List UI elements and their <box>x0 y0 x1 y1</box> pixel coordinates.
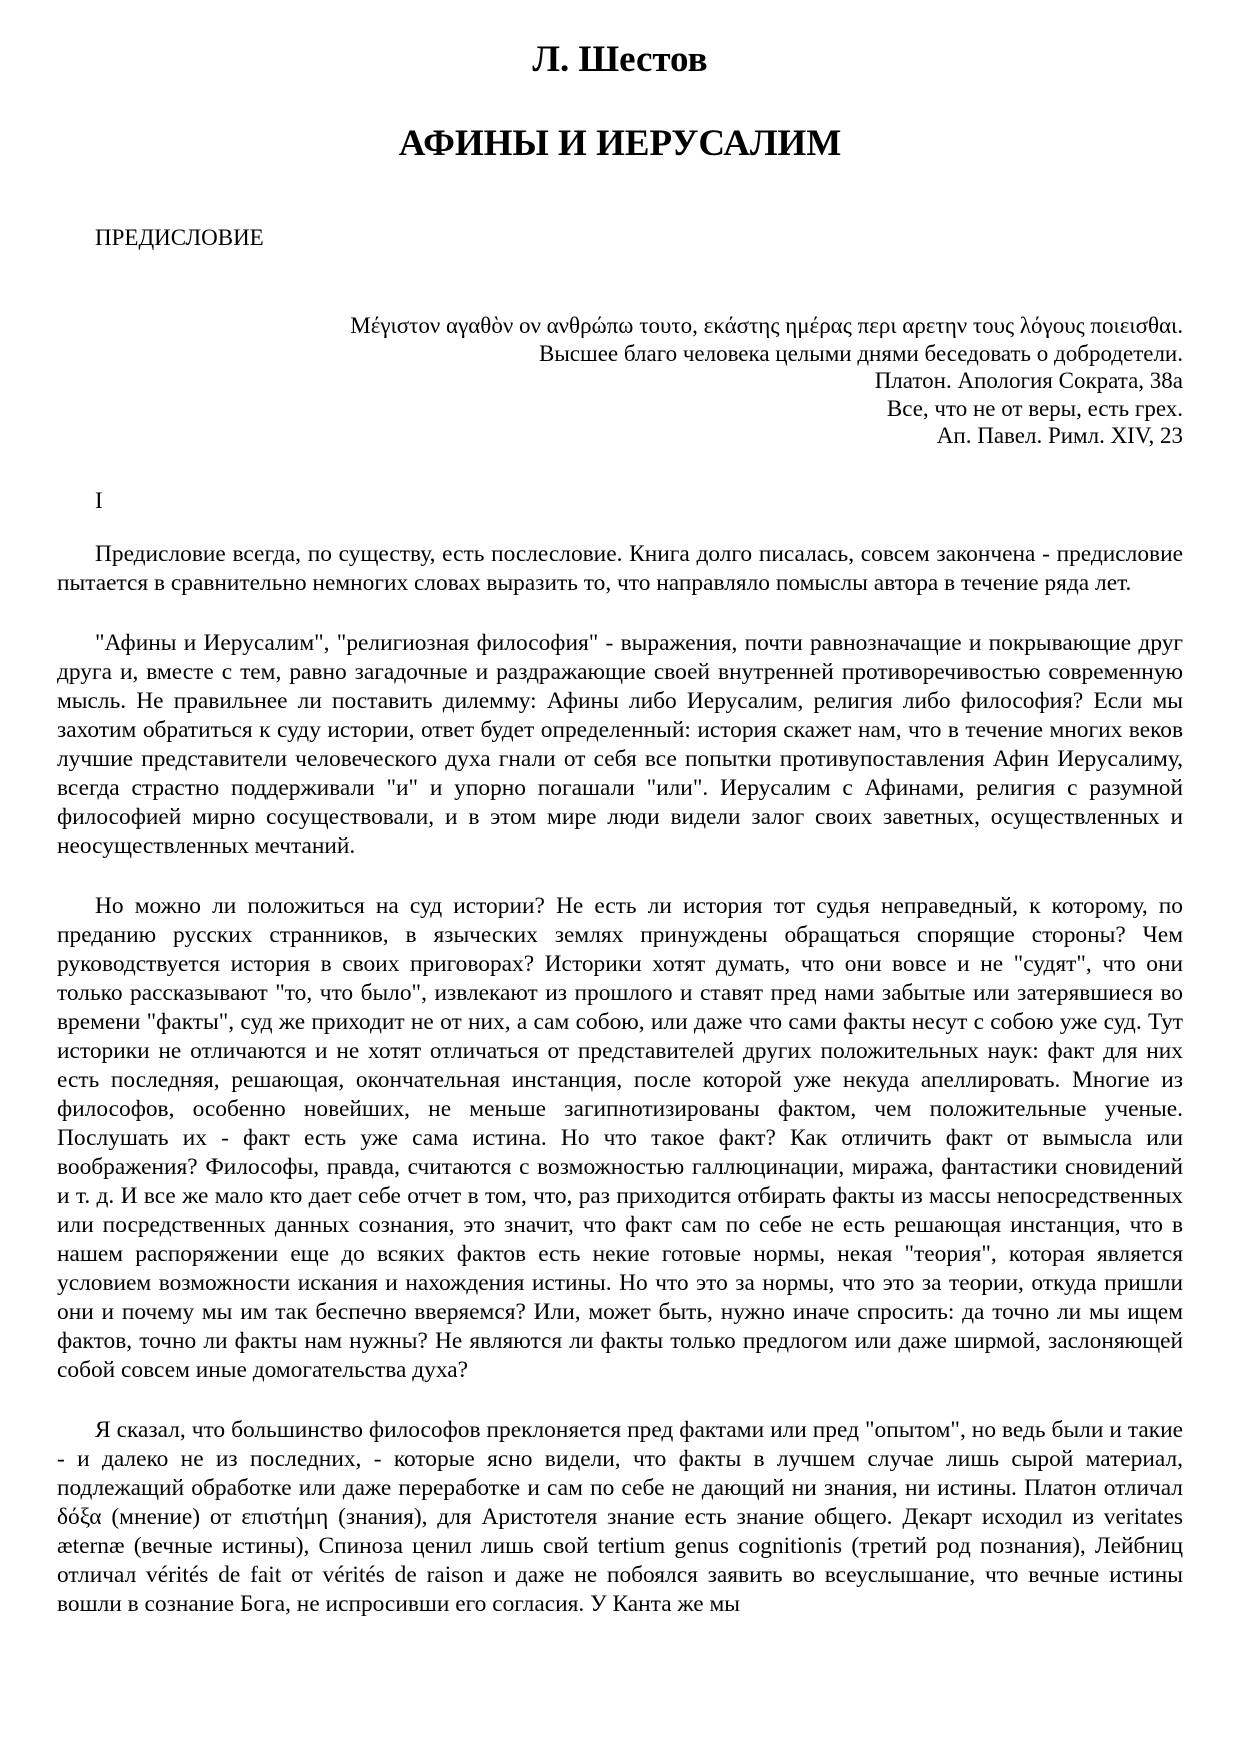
epigraph-quote-paul: Все, что не от веры, есть грех. <box>886 395 1183 421</box>
paragraph: Предисловие всегда, по существу, есть послесловие. Книга долго писалась, совсем закончена - предисловие пытается в сравнительно немногих словах выразить то, что направляло помыслы автора в течение ряда лет. <box>57 541 1183 596</box>
epigraph-greek-line: Μέγιστον αγαθὸν ον ανθρώπω τουτο, εκάστης ημέρας περι αρετην τους λόγους ποιεισθαι. <box>350 313 1183 338</box>
book-title: АФИНЫ И ИЕРУСАЛИМ <box>398 123 842 164</box>
epigraph-source-plato: Платон. Апология Сократа, 38а <box>874 368 1183 393</box>
epigraph-source-paul: Ап. Павел. Римл. XIV, 23 <box>936 423 1183 448</box>
paragraph: "Афины и Иерусалим", "религиозная философия" - выражения, почти равнозначащие и покрывающие друг друга и, вместе с тем, равно загадочные и раздражающие своей внутренней противоречивостью современную мысль. Не правильнее ли поставить дилемму: Афины либо Иерусалим, религия либо философия? Если мы захотим обратиться к суду истории, ответ будет определенный: история скажет нам, что в течение многих веков лучшие представители человеческого духа гнали от себя все попытки противупоставления Афин Иерусалиму, всегда страстно поддерживали "и" и упорно погашали "или". Иерусалим с Афинами, религия с разумной философией мирно сосуществовали, и в этом мире люди видели залог своих заветных, осуществленных и неосуществленных мечтаний. <box>57 630 1183 859</box>
paragraph: Я сказал, что большинство философов преклоняется пред фактами или пред "опытом", но ведь были и такие - и далеко не из последних, - которые ясно видели, что факты в лучшем случае лишь сырой материал, подлежащий обработке или даже переработке и сам по себе не дающий ни знания, ни истины. Платон отличал δόξα (мнение) от επιστήμη (знания), для Аристотеля знание есть знание общего. Декарт исходил из veritates æternæ (вечные истины), Спиноза ценил лишь свой tertium genus cognitionis (третий род познания), Лейбниц отличал vérités de fait от vérités de raison и даже не побоялся заявить во всеуслышание, что вечные истины вошли в сознание Бога, не испросивши его согласия. У Канта же мы <box>57 1417 1183 1617</box>
chapter-number: I <box>95 488 103 513</box>
epigraph <box>200 312 1183 450</box>
author-name: Л. Шестов <box>532 39 708 80</box>
section-heading: ПРЕДИСЛОВИЕ <box>95 225 264 250</box>
body-text <box>57 540 1183 1650</box>
paragraph: Но можно ли положиться на суд истории? Не есть ли история тот судья неправедный, к которому, по преданию русских странников, в языческих землях принуждены обращаться спорящие стороны? Чем руководствуется история в своих приговорах? Историки хотят думать, что они вовсе и не "судят", что они только рассказывают "то, что было", извлекают из прошлого и ставят пред нами забытые или затерявшиеся во времени "факты", суд же приходит не от них, а сам собою, или даже что сами факты несут с собою уже суд. Тут историки не отличаются и не хотят отличаться от представителей других положительных наук: факт для них есть последняя, решающая, окончательная инстанция, после которой уже некуда апеллировать. Многие из философов, особенно новейших, не меньше загипнотизированы фактом, чем положительные ученые. Послушать их - факт есть уже сама истина. Но что такое факт? Как отличить факт от вымысла или воображения? Философы, правда, считаются с возможностью галлюцинации, миража, фантастики сновидений и т. д. И все же мало кто дает себе отчет в том, что, раз приходится отбирать факты из массы непосредственных или посредственных данных сознания, это значит, что факт сам по себе не есть решающая инстанция, что в нашем распоряжении еще до всяких фактов есть некие готовые нормы, некая "теория", которая является условием возможности искания и нахождения истины. Но что это за нормы, что это за теории, откуда пришли они и почему мы им так беспечно вверяемся? Или, может быть, нужно иначе спросить: да точно ли мы ищем фактов, точно ли факты нам нужны? Не являются ли факты только предлогом или даже ширмой, заслоняющей собой совсем иные домогательства духа? <box>57 893 1183 1383</box>
epigraph-translation-line: Высшее благо человека целыми днями беседовать о добродетели. <box>539 340 1183 366</box>
